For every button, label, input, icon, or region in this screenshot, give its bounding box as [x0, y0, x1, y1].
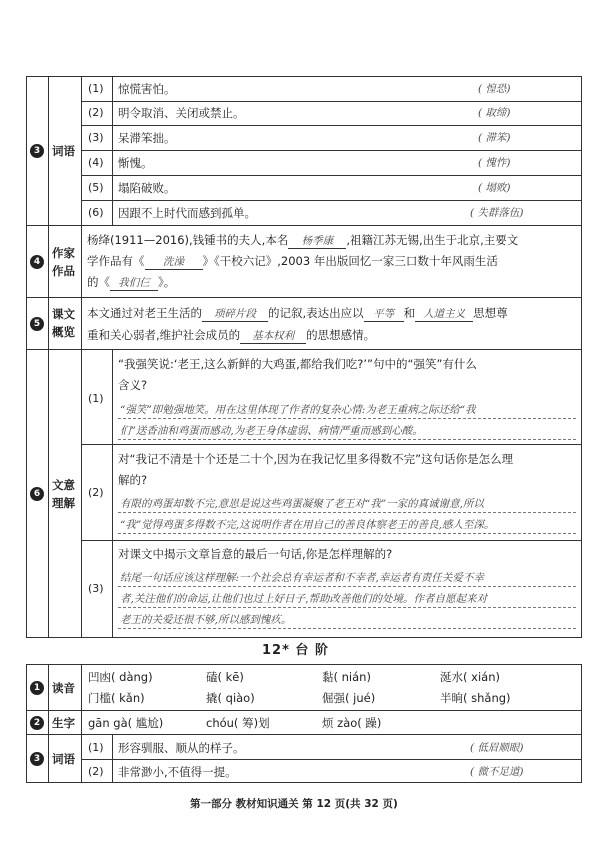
section-label-author-line2: 作品 — [52, 264, 75, 278]
answer-fill: 杨季康 — [288, 234, 346, 249]
vocab-row-definition: 因跟不上时代而感到孤单。 — [118, 206, 256, 220]
vocab-row-number: (2) — [88, 765, 104, 778]
page-footer: 第一部分 教材知识通关 第 12 页(共 32 页) — [190, 798, 398, 810]
section-badge-reading: 1 — [30, 681, 44, 695]
vocab-row-answer: ( 低眉顺眼) — [470, 742, 524, 754]
row-divider — [81, 444, 582, 445]
row-divider — [81, 759, 582, 760]
author-text: 杨绛(1911—2016),钱锺书的夫人,本名 — [87, 233, 289, 247]
vocab-row-definition: 呆滞笨拙。 — [118, 131, 176, 145]
answer-rule — [118, 418, 576, 419]
label-column-divider — [81, 298, 82, 350]
answer-rule — [118, 512, 576, 513]
answer-rule — [118, 533, 576, 534]
section-label-chars: 生字 — [52, 716, 75, 730]
vocab-row-answer: ( 失群落伍) — [470, 207, 524, 219]
answer-fill: 平等 — [364, 307, 404, 322]
reading-item: 黏( nián) — [322, 670, 371, 684]
section-label-understanding-line1: 文意 — [52, 478, 75, 492]
section-label-reading: 读音 — [52, 681, 75, 695]
chars-item: gān gà( 尴尬) — [88, 716, 164, 730]
vocab-row-number: (2) — [88, 106, 104, 119]
answer-rule — [118, 439, 576, 440]
answer-line-2: 们”送香油和鸡蛋而感动,为老王身体虚弱、病情严重而感到心酸。 — [120, 425, 423, 437]
question-number: (3) — [88, 582, 104, 595]
vocab-row-definition: 惭愧。 — [118, 156, 153, 170]
badge-column-divider — [48, 298, 49, 350]
overview-text: 的思想感情。 — [306, 328, 376, 342]
section-badge-vocab2: 3 — [30, 752, 44, 766]
badge-column-divider — [48, 711, 49, 735]
label-column-divider — [81, 350, 82, 638]
vocab-row-number: (4) — [88, 156, 104, 169]
answer-line-3: 老王的关爱还很不够,所以感到愧疚。 — [120, 614, 292, 626]
vocab-row-answer: ( 取缔) — [478, 107, 511, 119]
overview-text: 的记叙,表达出应以 — [268, 306, 364, 320]
badge-column-divider — [48, 226, 49, 298]
badge-column-divider — [48, 735, 49, 783]
row-divider — [81, 150, 582, 151]
number-column-divider — [112, 350, 113, 638]
vocab-row-definition: 明令取消、关闭或禁止。 — [118, 106, 245, 120]
answer-line-2: 者,关注他们的命运,让他们也过上好日子,帮助改善他们的处境。作者自愿起来对 — [120, 593, 488, 605]
section-label-understanding-line2: 理解 — [52, 496, 75, 510]
badge-column-divider — [48, 76, 49, 226]
author-line-1 — [87, 233, 518, 249]
vocab-row-number: (1) — [88, 741, 104, 754]
row-divider — [81, 101, 582, 102]
question-number: (1) — [88, 392, 104, 405]
section-badge-understanding: 6 — [30, 487, 44, 501]
reading-item: 凹凼( dàng) — [88, 670, 153, 684]
section-label-overview-line1: 课文 — [52, 307, 75, 321]
answer-rule — [118, 586, 576, 587]
reading-item: 倔强( jué) — [322, 691, 376, 705]
section-badge-vocab: 3 — [30, 144, 44, 158]
lesson-title: 12* 台 阶 — [262, 643, 329, 658]
vocab-row-definition: 惊慌害怕。 — [118, 82, 176, 96]
overview-text: 重和关心弱者,维护社会成员的 — [87, 328, 241, 342]
answer-fill: 基本权利 — [240, 329, 306, 344]
vocab-row-definition: 塌陷破败。 — [118, 181, 176, 195]
answer-fill: 琐碎片段 — [202, 307, 268, 322]
reading-item: 半晌( shǎng) — [440, 691, 511, 705]
author-line-2 — [87, 254, 498, 270]
vocab-row-answer: ( 滞笨) — [478, 132, 511, 144]
author-text: ,祖籍江苏无锡,出生于北京,主要文 — [346, 233, 519, 247]
question-text-line-1: 对“我记不清是十个还是二十个,因为在我记忆里多得数不完”这句话你是怎么理 — [118, 452, 514, 466]
vocab-row-answer: ( 愧怍) — [478, 157, 511, 169]
overview-line-2 — [87, 328, 375, 344]
badge-column-divider — [48, 350, 49, 638]
vocab-row-answer: ( 微不足道) — [470, 766, 524, 778]
answer-rule — [118, 628, 576, 629]
badge-column-divider — [48, 664, 49, 711]
vocab-table — [26, 76, 582, 226]
section-label-overview-line2: 概览 — [52, 325, 75, 339]
label-column-divider — [81, 664, 82, 711]
question-text-line-2: 解的? — [118, 473, 148, 487]
row-divider — [81, 175, 582, 176]
section-label-vocab2: 词语 — [52, 752, 75, 766]
overview-text: 本文通过对老王生活的 — [87, 306, 202, 320]
reading-item: 撬( qiào) — [206, 691, 255, 705]
vocab-row-answer: ( 惶恐) — [478, 83, 511, 95]
row-divider — [81, 540, 582, 541]
answer-line-1: 结尾一句话应该这样理解:一个社会总有幸运者和不幸者,幸运者有责任关爱不幸 — [120, 572, 484, 584]
vocab-row-answer: ( 塌败) — [478, 182, 511, 194]
vocab-row-number: (1) — [88, 82, 104, 95]
section-label-vocab: 词语 — [52, 144, 75, 158]
section-badge-author: 4 — [30, 255, 44, 269]
number-column-divider — [112, 76, 113, 226]
section-label-author-line1: 作家 — [52, 246, 75, 260]
row-divider — [81, 125, 582, 126]
reading-item: 涎水( xián) — [440, 670, 500, 684]
author-text: 学作品有《 — [87, 254, 145, 268]
answer-rule — [118, 607, 576, 608]
reading-item: 门槛( kǎn) — [88, 691, 145, 705]
question-number: (2) — [88, 486, 104, 499]
author-text: 》。 — [158, 275, 176, 289]
reading-item: 磕( kē) — [206, 670, 244, 684]
author-text: 的《 — [87, 275, 110, 289]
answer-fill: 我们仨 — [110, 276, 158, 291]
chars-item: 烦 zào( 躁) — [322, 716, 382, 730]
question-text-line-1: 对课文中揭示文章旨意的最后一句话,你是怎样理解的? — [118, 547, 393, 561]
row-divider — [81, 200, 582, 201]
question-text-line-2: 含义? — [118, 378, 148, 392]
vocab-row-number: (6) — [88, 206, 104, 219]
question-text-line-1: “我强笑说:‘老王,这么新鲜的大鸡蛋,都给我们吃?’”句中的“强笑”有什么 — [118, 357, 477, 371]
answer-fill: 洗澡 — [145, 255, 203, 270]
overview-line-1 — [87, 306, 508, 322]
section-badge-chars: 2 — [30, 716, 44, 730]
label-column-divider — [81, 711, 82, 735]
answer-line-1: “强笑”即勉强地笑。用在这里体现了作者的复杂心情:为老王重病之际还给“我 — [120, 404, 476, 416]
label-column-divider — [81, 76, 82, 226]
vocab-row-definition: 非常渺小,不值得一提。 — [118, 765, 237, 779]
overview-text: 和 — [403, 306, 416, 320]
vocab-row-number: (5) — [88, 181, 104, 194]
author-line-3 — [87, 275, 175, 291]
chars-item: chóu( 筹)划 — [206, 716, 270, 730]
vocab-row-number: (3) — [88, 131, 104, 144]
overview-text: 思想尊 — [473, 306, 508, 320]
vocab-row-definition: 形容驯服、顺从的样子。 — [118, 741, 245, 755]
label-column-divider — [81, 226, 82, 298]
answer-fill: 人道主义 — [415, 307, 473, 322]
author-text: 》《干校六记》,2003 年出版回忆一家三口数十年风雨生活 — [202, 254, 498, 268]
answer-line-2: “我”觉得鸡蛋多得数不完,这说明作者在用自己的善良体察老王的善良,感人至深。 — [120, 519, 495, 531]
answer-line-1: 有限的鸡蛋却数不完,意思是说这些鸡蛋凝聚了老王对“我”一家的真诚谢意,所以 — [120, 498, 484, 510]
section-badge-overview: 5 — [30, 317, 44, 331]
